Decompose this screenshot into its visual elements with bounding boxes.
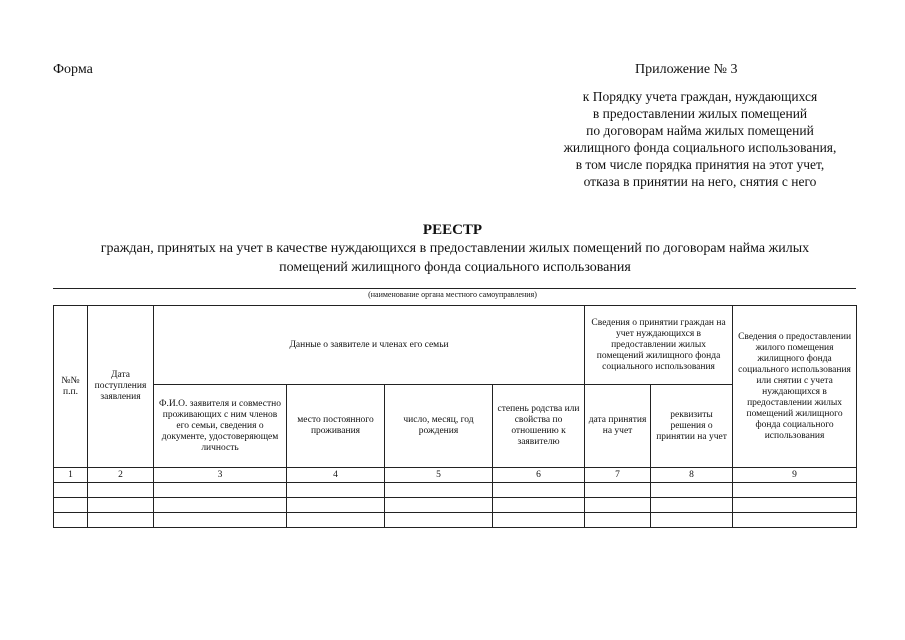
table-cell	[385, 513, 493, 528]
table-cell	[88, 483, 154, 498]
table-cell	[651, 498, 733, 513]
table-cell	[54, 498, 88, 513]
header-date: Дата поступления заявления	[88, 306, 154, 468]
column-number: 4	[287, 468, 385, 483]
table-cell	[287, 498, 385, 513]
table-cell	[585, 498, 651, 513]
appendix-line: в том числе порядка принятия на этот учет,	[575, 157, 825, 172]
table-cell	[651, 513, 733, 528]
header-residence: место постоянного проживания	[287, 385, 385, 468]
org-name-caption: (наименование органа местного самоуправления)	[368, 290, 537, 299]
table-cell	[651, 483, 733, 498]
table-cell	[287, 483, 385, 498]
table-cell	[287, 513, 385, 528]
appendix-line: по договорам найма жилых помещений	[586, 123, 814, 138]
column-number: 5	[385, 468, 493, 483]
column-number: 9	[733, 468, 857, 483]
appendix-line: в предоставлении жилых помещений	[592, 106, 808, 121]
table-cell	[154, 483, 287, 498]
registry-subtitle-line: помещений жилищного фонда социального использования	[279, 260, 631, 275]
header-birth: число, месяц, год рождения	[385, 385, 493, 468]
column-numbers-row	[54, 468, 857, 483]
header-acceptance-group: Сведения о принятии граждан на учет нуждающихся в предоставлении жилых помещений жилищного фонда социального использования	[585, 306, 733, 385]
appendix-text	[540, 88, 860, 190]
column-number: 7	[585, 468, 651, 483]
registry-subtitle	[60, 239, 850, 277]
column-number: 8	[651, 468, 733, 483]
table-cell	[585, 513, 651, 528]
header-relation: степень родства или свойства по отношению к заявителю	[493, 385, 585, 468]
registry-table	[53, 305, 857, 528]
table-cell	[585, 483, 651, 498]
table-cell	[493, 513, 585, 528]
table-cell	[385, 498, 493, 513]
table-cell	[88, 498, 154, 513]
org-name-line	[53, 288, 856, 289]
table-cell	[54, 513, 88, 528]
header-num: №№ п.п.	[54, 306, 88, 468]
header-decision: реквизиты решения о принятии на учет	[651, 385, 733, 468]
form-label: Форма	[53, 62, 93, 77]
table-row	[54, 483, 857, 498]
table-cell	[733, 483, 857, 498]
table-row	[54, 498, 857, 513]
column-number: 2	[88, 468, 154, 483]
table-cell	[154, 498, 287, 513]
table-cell	[733, 513, 857, 528]
header-info: Сведения о предоставлении жилого помещения жилищного фонда социального использования или снятии с учета нуждающихся в предоставлении жилых помещений жилищного фонда социального использования	[733, 306, 857, 468]
registry-title: РЕЕСТР	[422, 222, 483, 238]
registry-subtitle-line: граждан, принятых на учет в качестве нуждающихся в предоставлении жилых помещений по договорам найма жилых	[100, 241, 810, 256]
table-cell	[493, 483, 585, 498]
table-cell	[733, 498, 857, 513]
table-cell	[385, 483, 493, 498]
appendix-line: жилищного фонда социального использования,	[563, 140, 837, 155]
header-accept-date: дата принятия на учет	[585, 385, 651, 468]
header-fio: Ф.И.О. заявителя и совместно проживающих с ним членов его семьи, сведения о документе, удостоверяющем личность	[154, 385, 287, 468]
appendix-line: к Порядку учета граждан, нуждающихся	[582, 89, 818, 104]
appendix-line: отказа в принятии на него, снятия с него	[583, 174, 817, 189]
column-number: 3	[154, 468, 287, 483]
column-number: 1	[54, 468, 88, 483]
table-row	[54, 513, 857, 528]
table-cell	[154, 513, 287, 528]
column-number: 6	[493, 468, 585, 483]
table-cell	[88, 513, 154, 528]
header-applicant-group: Данные о заявителе и членах его семьи	[154, 306, 585, 385]
table-cell	[493, 498, 585, 513]
appendix-title: Приложение № 3	[635, 62, 738, 77]
table-cell	[54, 483, 88, 498]
